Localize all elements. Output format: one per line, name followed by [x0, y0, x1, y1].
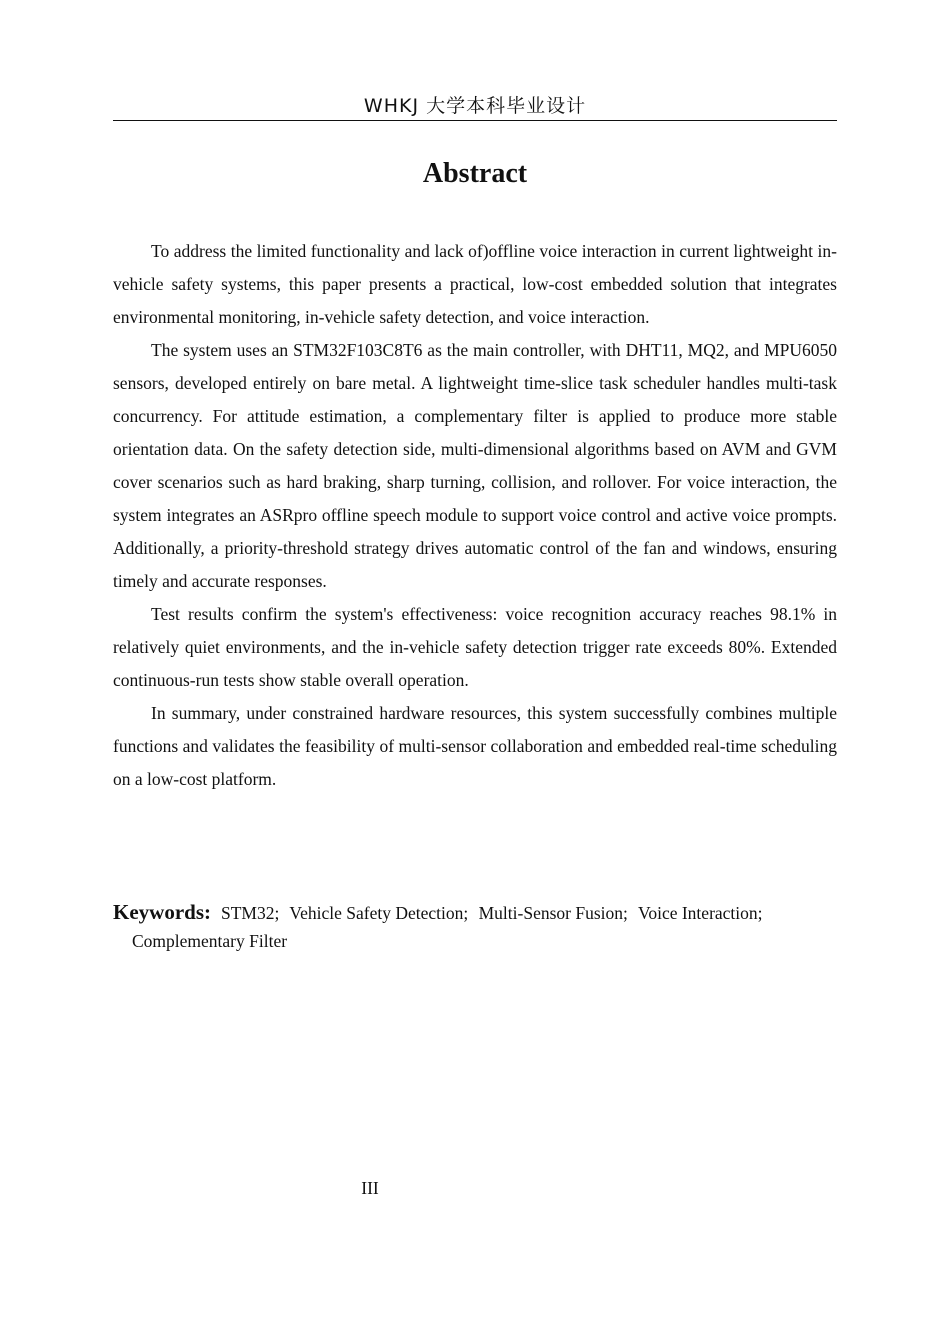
abstract-paragraph: In summary, under constrained hardware resources, this system successfully combines multiple functions and validates the feasibility of multi-sensor collaboration and embedded real-time scheduling on a low-cost platform. [113, 703, 837, 789]
keyword-item: STM32; [221, 903, 280, 923]
keyword-item: Multi-Sensor Fusion; [478, 903, 628, 923]
page-number: III [361, 1178, 379, 1198]
abstract-body [113, 235, 837, 796]
abstract-title: Abstract [422, 158, 528, 189]
running-header [113, 93, 837, 121]
keywords-line [113, 898, 837, 955]
abstract-paragraph: The system uses an STM32F103C8T6 as the main controller, with DHT11, MQ2, and MPU6050 sensors, developed entirely on bare metal. A lightweight time-slice task scheduler handles multi-task concurrency. For attitude estimation, a complementary filter is applied to produce more stable orientation data. On the safety detection side, multi-dimensional algorithms based on AVM and GVM cover scenarios such as hard braking, sharp turning, collision, and rollover. For voice interaction, the system integrates an ASRpro offline speech module to support voice control and active voice prompts. Additionally, a priority-threshold strategy drives automatic control of the fan and windows, ensuring timely and accurate responses. [113, 340, 837, 591]
keyword-item: Voice Interaction; [637, 903, 763, 923]
keyword-item: Vehicle Safety Detection; [289, 903, 469, 923]
keywords-label: Keywords: [113, 900, 211, 924]
running-header-text: WHKJ 大学本科毕业设计 [363, 95, 587, 117]
abstract-paragraph: To address the limited functionality and lack of)offline voice interaction in current lightweight in-vehicle safety systems, this paper presents a practical, low-cost embedded solution that integrates environmental monitoring, in-vehicle safety detection, and voice interaction. [113, 241, 837, 327]
keyword-item: Complementary Filter [132, 931, 288, 951]
abstract-paragraph: Test results confirm the system's effectiveness: voice recognition accuracy reaches 98.1% in relatively quiet environments, and the in-vehicle safety detection trigger rate exceeds 80%. Extended continuous-run tests show stable overall operation. [113, 604, 837, 690]
